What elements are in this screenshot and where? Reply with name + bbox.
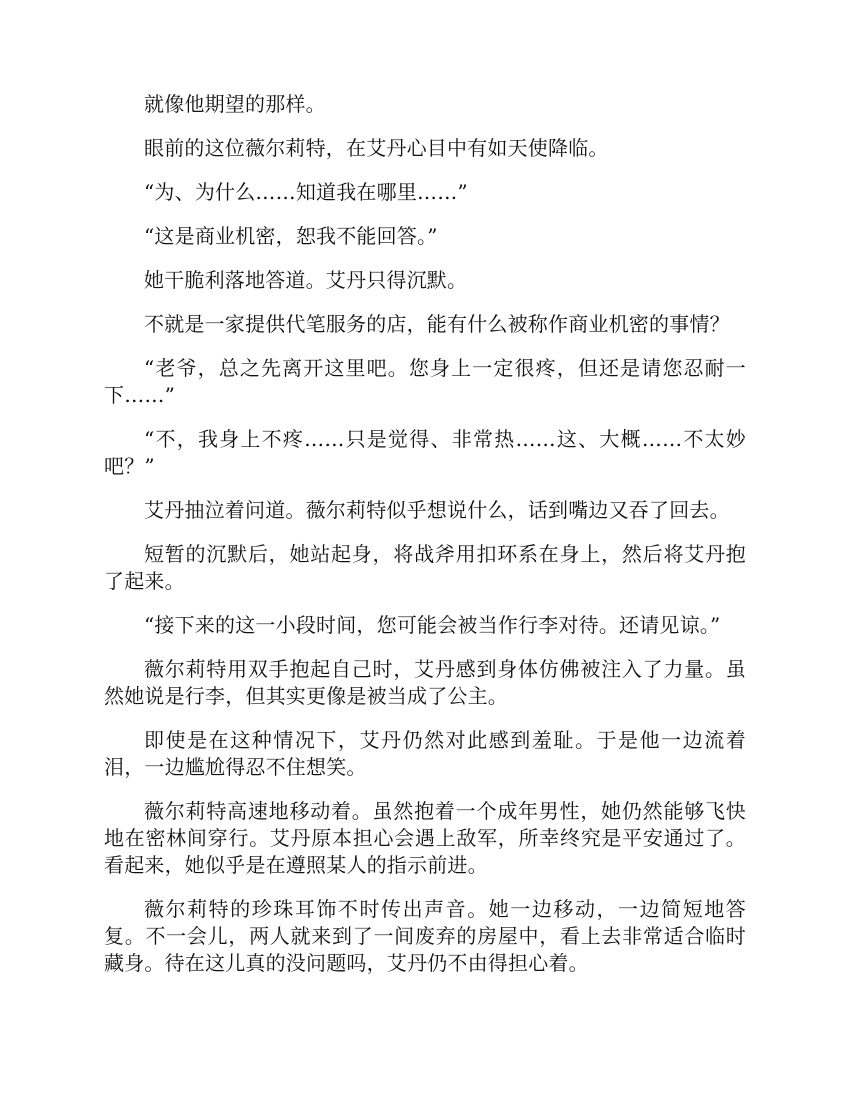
paragraph: 薇尔莉特的珍珠耳饰不时传出声音。她一边移动，一边简短地答复。不一会儿，两人就来到了一间废弃的房屋中，看上去非常适合临时藏身。待在这儿真的没问题吗，艾丹仍不由得担心着。 xyxy=(104,897,746,975)
paragraph: 短暂的沉默后，她站起身，将战斧用扣环系在身上，然后将艾丹抱了起来。 xyxy=(104,542,746,593)
paragraph: “为、为什么……知道我在哪里……” xyxy=(144,180,468,204)
paragraph: 艾丹抽泣着问道。薇尔莉特似乎想说什么，话到嘴边又吞了回去。 xyxy=(144,498,730,522)
paragraph: 就像他期望的那样。 xyxy=(144,92,326,116)
paragraph: 她干脆利落地答道。艾丹只得沉默。 xyxy=(144,268,468,292)
paragraph: 薇尔莉特高速地移动着。虽然抱着一个成年男性，她仍然能够飞快地在密林间穿行。艾丹原本担心会遇上敌军，所幸终究是平安通过了。看起来，她似乎是在遵照某人的指示前进。 xyxy=(104,799,746,877)
paragraph: 不就是一家提供代笔服务的店，能有什么被称作商业机密的事情？ xyxy=(144,312,730,336)
paragraph: “这是商业机密，恕我不能回答。” xyxy=(144,224,438,248)
paragraph: “不，我身上不疼……只是觉得、非常热……这、大概……不太妙吧？” xyxy=(104,427,746,478)
paragraph: 眼前的这位薇尔莉特，在艾丹心目中有如天使降临。 xyxy=(144,136,609,160)
paragraph: 薇尔莉特用双手抱起自己时，艾丹感到身体仿佛被注入了力量。虽然她说是行李，但其实更像是被当成了公主。 xyxy=(104,657,746,708)
paragraph: “接下来的这一小段时间，您可能会被当作行李对待。还请见谅。” xyxy=(144,613,721,637)
paragraph: 即使是在这种情况下，艾丹仍然对此感到羞耻。于是他一边流着泪，一边尴尬得忍不住想笑。 xyxy=(104,728,746,779)
paragraph: “老爷，总之先离开这里吧。您身上一定很疼，但还是请您忍耐一下……” xyxy=(104,356,746,407)
document-page xyxy=(104,91,746,994)
